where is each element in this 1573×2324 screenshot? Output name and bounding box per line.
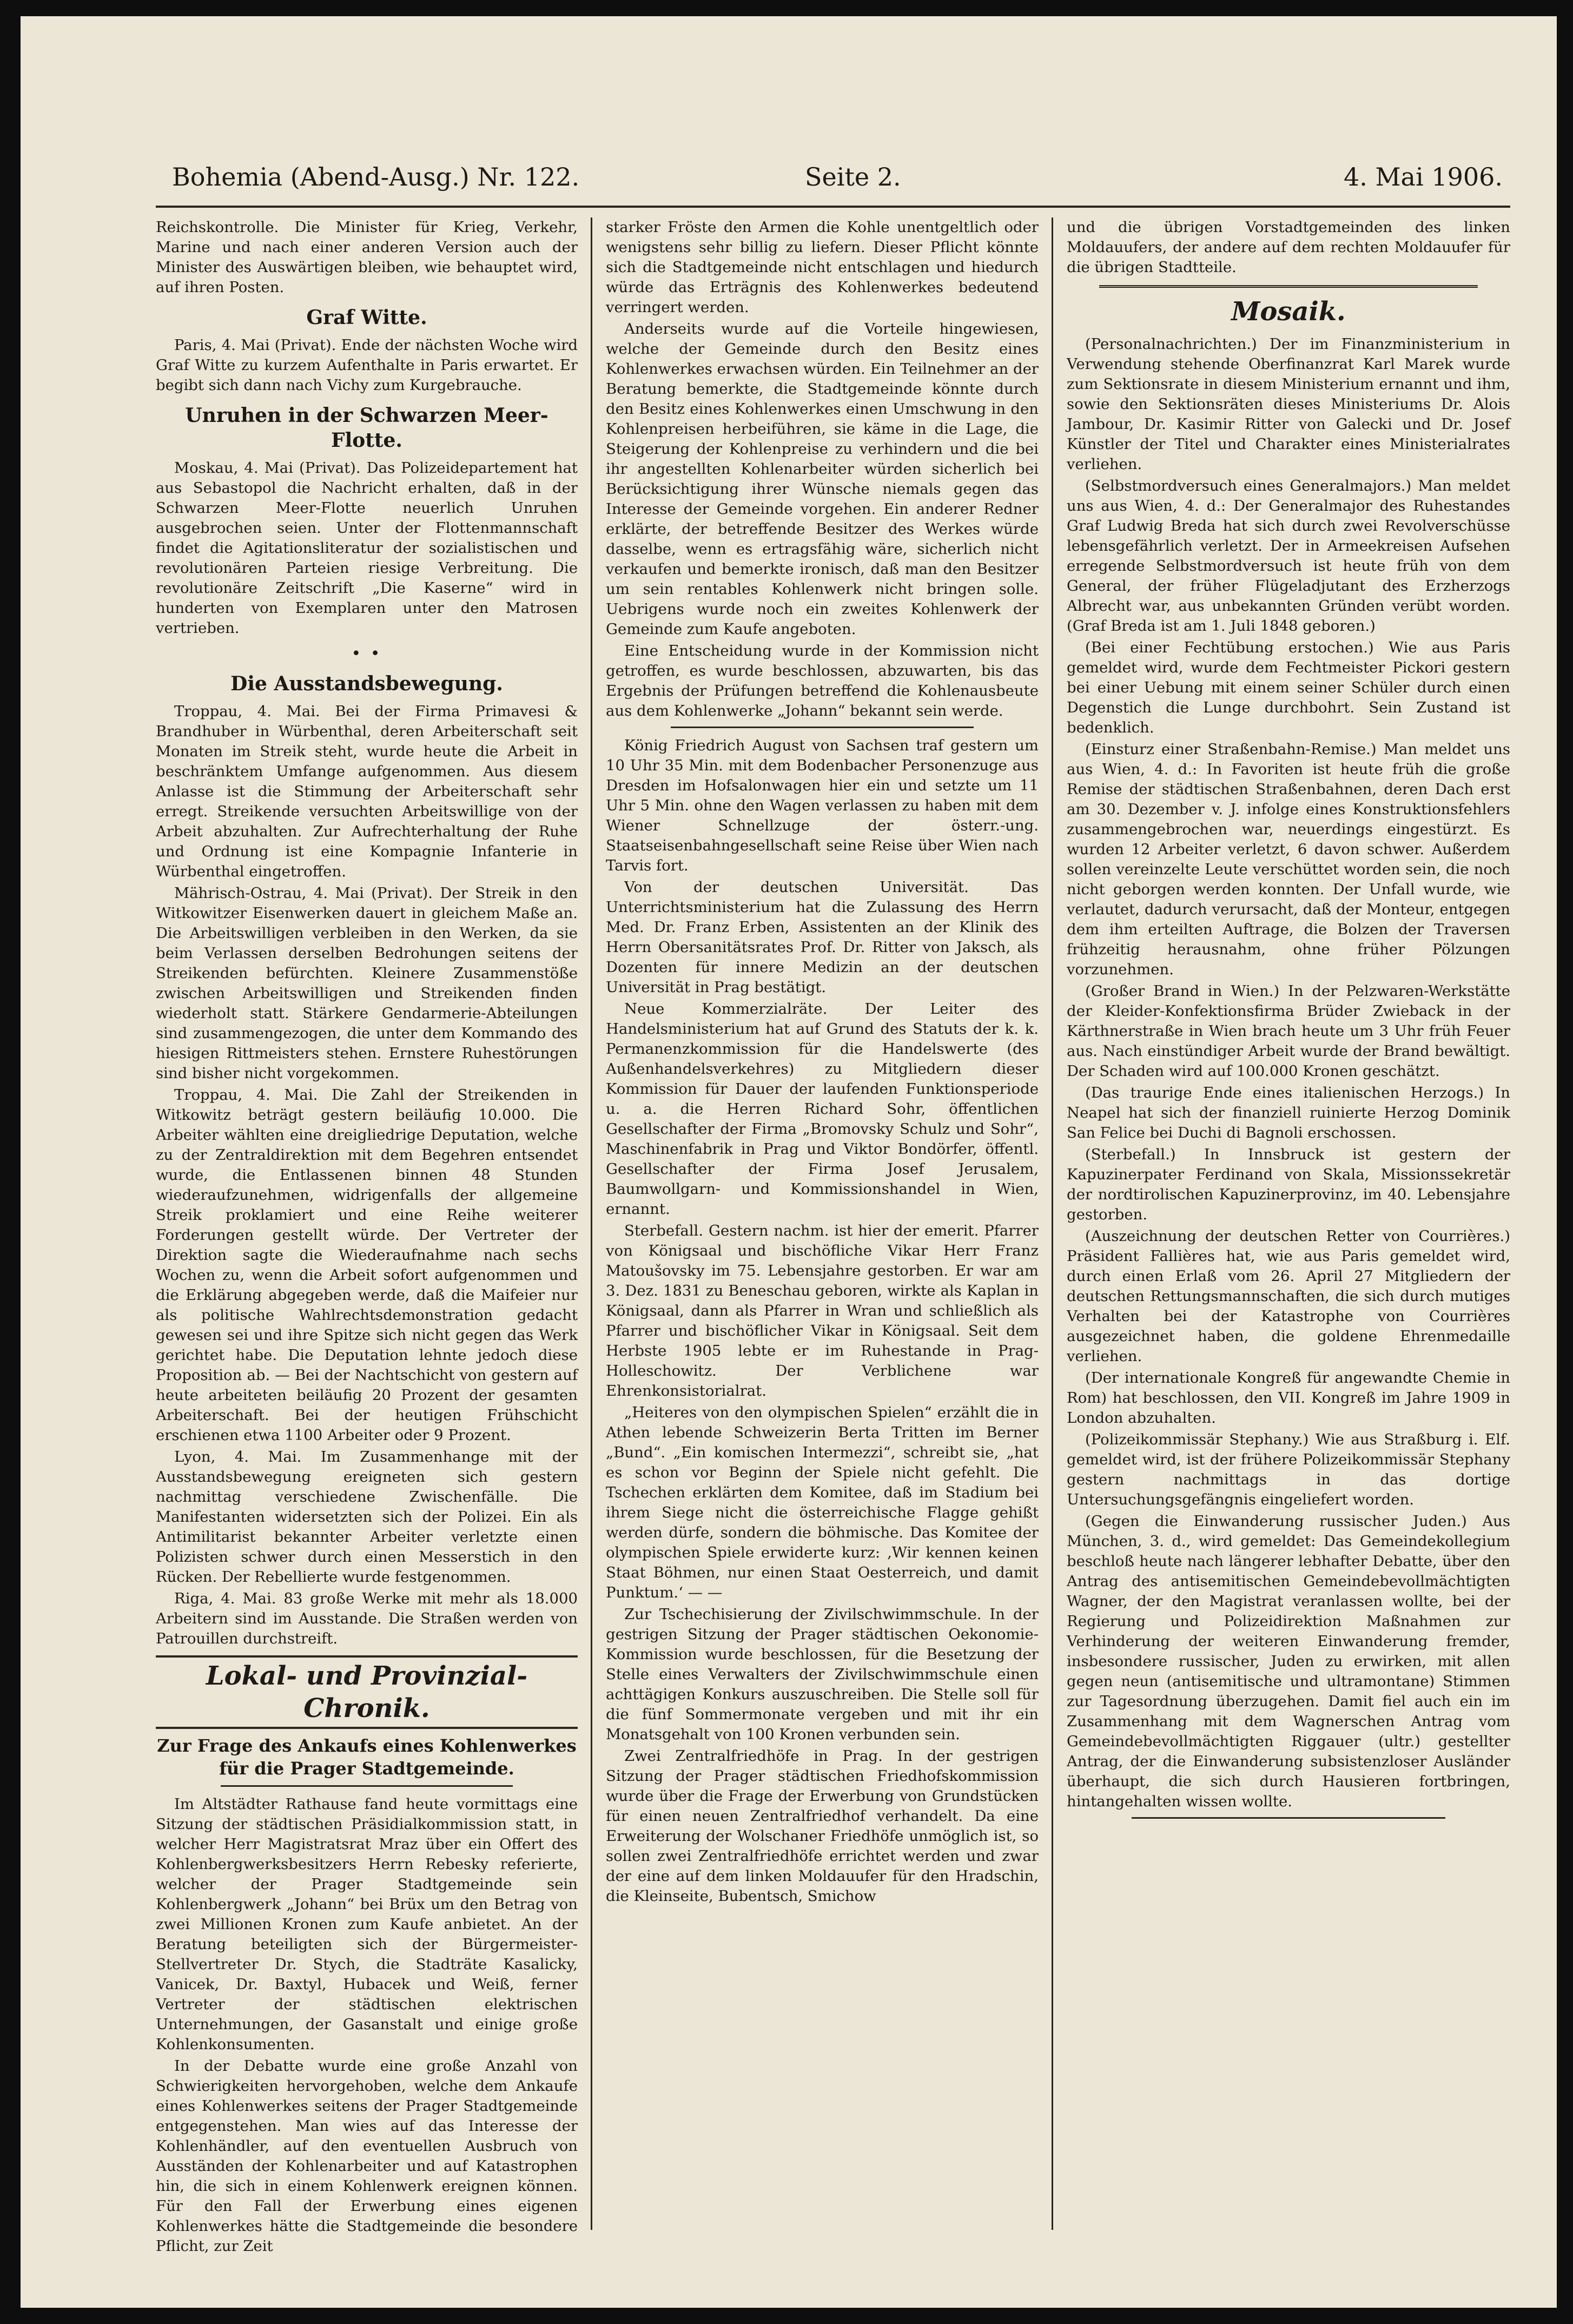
column-3: [1067, 217, 1510, 2230]
headline-witte: Graf Witte.: [306, 306, 427, 329]
article-universitaet: Von der deutschen Universität. Das Unterrichtsministerium hat die Zulassung des Herrn Med. Dr. Franz Erben, Assistenten an der Klinik des Herrn Obersanitätsrates Prof. Dr. Ritter von Jaksch, als Dozenten für innere Medizin an der deutschen Universität in Prag bestätigt.: [606, 879, 1039, 996]
mosaik-brand: (Großer Brand in Wien.) In der Pelzwaren-Werkstätte der Kleider-Konfektionsfirma Brüder Zwieback in der Kärthnerstraße in Wien brach heute um 3 Uhr früh Feuer aus. Nach einstündiger Arbeit wurde der Brand bewältigt. Der Schaden wird auf 100.000 Kronen geschätzt.: [1067, 982, 1510, 1080]
headline-ausstand: Die Ausstandsbewegung.: [230, 672, 503, 695]
article-flotte: Moskau, 4. Mai (Privat). Das Polizeidepartement hat aus Sebastopol die Nachricht erhalten, daß in der Schwarzen Meer-Flotte neuerlich Unruhen ausgebrochen seien. Unter der Flottenmannschaft findet die Agitationsliteratur der sozialistischen und revolutionären Parteien riesige Verbreitung. Die revolutionäre Zeitschrift „Die Kaserne“ wird in hunderten von Exemplaren unter den Matrosen vertrieben.: [156, 459, 578, 637]
column-divider-2: [1052, 217, 1053, 2230]
article-kohlenwerk-1: Im Altstädter Rathause fand heute vormittags eine Sitzung der städtischen Präsidialkommission statt, in welcher Herr Magistratsrat Mraz über ein Offert des Kohlenbergwerksbesitzers Herrn Rebesky referierte, welcher der Prager Stadtgemeinde sein Kohlenbergwerk „Johann“ bei Brüx um den Betrag von zwei Millionen Kronen zum Kaufe anbietet. An der Beratung beteiligten sich der Bürgermeister-Stellvertreter Dr. Stych, die Stadträte Kasalicky, Vanicek, Dr. Baxtyl, Hubacek und Weiß, ferner Vertreter der städtischen elektrischen Unternehmungen, der Gasanstalt und einige große Kohlenkonsumenten.: [156, 1795, 578, 2053]
mosaik-kongress: (Der internationale Kongreß für angewandte Chemie in Rom) hat beschlossen, den VII. Kongreß im Jahre 1909 in London abzuhalten.: [1067, 1369, 1510, 1427]
section-masthead: [156, 1655, 578, 1729]
newspaper-page: [21, 16, 1557, 2308]
article-riga: Riga, 4. Mai. 83 große Werke mit mehr als 18.000 Arbeitern sind im Ausstande. Die Straßen werden von Patrouillen durchstreift.: [156, 1590, 578, 1647]
section-rule: [1099, 285, 1478, 288]
article-schwimmschule: Zur Tschechisierung der Zivilschwimmschule. In der gestrigen Sitzung der Prager städtischen Oekonomie-Kommission wurde beschlossen, für die Besetzung der Stelle eines Verwalters der Zivilschwimmschule einen achttägigen Konkurs auszuschreiben. Die Stelle soll für die fünf Sommermonate vergeben und mit ihr ein Monatsgehalt von 100 Kronen verbunden sein.: [606, 1606, 1039, 1743]
column-1: [156, 217, 578, 2255]
article-troppau-2: Troppau, 4. Mai. Die Zahl der Streikenden in Witkowitz beträgt gestern beiläufig 10.000. Die Arbeiter wählten eine dreigliedrige Deputation, welche zu der Zentraldirektion mit dem Begehren entsendet wurde, die Entlassenen binnen 48 Stunden wiederaufzunehmen, widrigenfalls der allgemeine Streik proklamiert und eine Reihe weiterer Forderungen gestellt würde. Der Vertreter der Direktion sagte die Wiederaufnahme nach sechs Wochen zu, wenn die Arbeit sofort aufgenommen und die Erklärung abgegeben werde, daß die Maifeier nur als politische Wahlrechtsdemonstration gedacht gewesen sei und ihre Spitze sich nicht gegen das Werk gerichtet habe. Die Deputation lehnte jedoch diese Proposition ab. — Bei der Nachtschicht von gestern auf heute arbeiteten beiläufig 20 Prozent der gesamten Arbeiterschaft. Bei der heutigen Frühschicht erschienen etwa 1100 Arbeiter oder 9 Prozent.: [156, 1086, 578, 1444]
section-ornament: • •: [351, 644, 382, 663]
article-olympische-spiele: „Heiteres von den olympischen Spielen“ erzählt die in Athen lebende Schweizerin Berta Tritten im Berner „Bund“. „Ein komischen Intermezzi“, schreibt sie, „hat es schon vor Beginn der Spiele nicht gefehlt. Die Tschechen erklärten dem Komitee, daß im Stadium bei ihrem Siege nicht die österreichische Flagge gehißt werden dürfe, sondern die böhmische. Das Komitee der olympischen Spiele erwiderte kurz: ‚Wir kennen keinen Staat Böhmen, nur einen Staat Oesterreich, und damit Punktum.‘ — —: [606, 1404, 1039, 1601]
article-koenig: König Friedrich August von Sachsen traf gestern um 10 Uhr 35 Min. mit dem Bodenbacher Personenzuge aus Dresden im Hofsalonwagen hier ein und setzte um 11 Uhr 5 Min. ohne den Wagen verlassen zu haben mit dem Wiener Schnellzuge der österr.-ung. Staatseisenbahngesellschaft seine Reise über Wien nach Tarvis fort.: [606, 737, 1039, 874]
headline-kohlenwerk: Zur Frage des Ankaufs eines Kohlenwerkes für die Prager Stadtgemeinde.: [157, 1735, 577, 1779]
article-kohlenwerk-3: Anderseits wurde auf die Vorteile hingewiesen, welche der Gemeinde durch den Besitz eines Kohlenwerkes erwachsen würden. Ein Teilnehmer an der Beratung bemerkte, die Stadtgemeinde könnte durch den Besitz eines Kohlenwerkes einen Umschwung in den Kohlenpreisen herbeiführen, sie käme in die Lage, die Steigerung der Kohlenpreise zu verhindern und die bei ihr angestellten Kohlenarbeiter würden sicherlich bei Berücksichtigung ihrer Wünsche niemals gegen das Interesse der Gemeinde vorgehen. Ein anderer Redner erklärte, der betreffende Besitzer des Werkes würde dasselbe, wenn es ertragsfähig wäre, sicherlich nicht verkaufen und bemerkte ironisch, daß man den Besitzer um sein rentables Kohlenwerk nicht bringen solle. Uebrigens wurde noch ein zweites Kohlenwerk der Gemeinde zum Kaufe angeboten.: [606, 320, 1039, 638]
end-rule: [1132, 1817, 1445, 1819]
article-friedhoefe: Zwei Zentralfriedhöfe in Prag. In der gestrigen Sitzung der Prager städtischen Friedhofskommission wurde über die Frage der Erwerbung von Grundstücken für einen neuen Zentralfriedhof verhandelt. Da eine Erweiterung der Wolschaner Friedhöfe unmöglich ist, so sollen zwei Zentralfriedhöfe errichtet werden und zwar der eine auf dem linken Moldauufer für den Hradschin, die Kleinseite, Bubentsch, Smichow: [606, 1747, 1039, 1905]
article-continuation: Reichskontrolle. Die Minister für Krieg, Verkehr, Marine und nach einer anderen Version auch der Minister des Auswärtigen bleiben, wie behauptet wird, auf ihren Posten.: [156, 219, 578, 296]
mosaik-einwanderung: (Gegen die Einwanderung russischer Juden.) Aus München, 3. d., wird gemeldet: Das Gemeindekollegium beschloß heute nach längerer lebhafter Debatte, über den Antrag des antisemitischen Gemeindebevollmächtigten Wagner, der den Magistrat veranlassen wollte, bei der Regierung und Polizeidirektion Maßnahmen zur Verhinderung der weiteren Einwanderung fremder, insbesondere russischer, Juden zu erwirken, mit allen gegen neun (antisemitische und ultramontane) Stimmen zur Tagesordnung überzugehen. Damit fiel auch ein im Zusammenhang mit dem Wagnerschen Antrag vom Gemeindebevollmächtigten Riggauer (ultr.) gestellter Antrag, der die Einwanderung subsistenzloser Ausländer überhaupt, die sich durch Hausieren fortbringen, hintangehalten wissen wollte.: [1067, 1513, 1510, 1810]
headline-rule: [221, 1785, 513, 1787]
column-2: [606, 217, 1039, 2230]
article-continuation: starker Fröste den Armen die Kohle unentgeltlich oder wenigstens sehr billig zu liefern. Dieser Pflicht könnte sich die Stadtgemeinde nicht entschlagen und hiedurch würde das Erträgnis des Kohlenwerkes bedeutend verringert werden.: [606, 219, 1039, 316]
mosaik-sterbefall: (Sterbefall.) In Innsbruck ist gestern der Kapuzinerpater Ferdinand von Skala, Missionssekretär der nordtirolischen Kapuzinerprovinz, im 40. Lebensjahre gestorben.: [1067, 1146, 1510, 1223]
header-date: 4. Mai 1906.: [1343, 162, 1503, 192]
header-rule: [156, 206, 1510, 208]
mosaik-fechtuebung: (Bei einer Fechtübung erstochen.) Wie aus Paris gemeldet wird, wurde dem Fechtmeister Pickori gestern bei einer Uebung mit einem seiner Schüler durch einen Degenstich die Lunge durchbohrt. Sein Zustand ist bedenklich.: [1067, 639, 1510, 736]
headline-flotte: Unruhen in der Schwarzen Meer-Flotte.: [185, 404, 548, 452]
mosaik-selbstmord: (Selbstmordversuch eines Generalmajors.) Man meldet uns aus Wien, 4. d.: Der Generalmajor des Ruhestandes Graf Ludwig Breda hat sich durch zwei Revolverschüsse lebensgefährlich verletzt. Der in Armeekreisen Aufsehen erregende Selbstmordversuch ist heute früh von dem General, der früher Flügeladjutant des Erzherzogs Albrecht war, aus unbekannten Gründen verübt worden. (Graf Breda ist am 1. Juli 1848 geboren.): [1067, 477, 1510, 635]
section-title-chronik: Lokal- und Provinzial-Chronik.: [206, 1661, 528, 1724]
article-witte: Paris, 4. Mai (Privat). Ende der nächsten Woche wird Graf Witte zu kurzem Aufenthalte in Paris erwartet. Er begibt sich dann nach Vichy zum Kurgebrauche.: [156, 336, 578, 394]
header-page-number: Seite 2.: [805, 162, 901, 192]
column-divider-1: [591, 217, 592, 2230]
article-kommerzialraete: Neue Kommerzialräte. Der Leiter des Handelsministerium hat auf Grund des Statuts der k. k. Permanenzkommission für die Handelswerte (des Außenhandelsverkehres) zu Mitgliedern dieser Kommission für Dauer der laufenden Funktionsperiode u. a. die Herren Richard Sohr, öffentlichen Gesellschafter der Firma „Bromovsky Schulz und Sohr“, Maschinenfabrik in Prag und Viktor Bondörfer, öffentl. Gesellschafter der Firma Josef Jerusalem, Baumwollgarn- und Kommissionshandel in Wien, ernannt.: [606, 1000, 1039, 1218]
header-title: Bohemia (Abend-Ausg.) Nr. 122.: [172, 162, 580, 192]
article-rule: [671, 727, 974, 728]
article-continuation: und die übrigen Vorstadtgemeinden des linken Moldauufers, der andere auf dem rechten Moldauufer für die übrigen Stadtteile.: [1067, 219, 1510, 276]
mosaik-herzog: (Das traurige Ende eines italienischen Herzogs.) In Neapel hat sich der finanziell ruinierte Herzog Dominik San Felice bei Duchi di Bagnoli erschossen.: [1067, 1084, 1510, 1141]
page-header: [172, 162, 1503, 197]
article-lyon: Lyon, 4. Mai. Im Zusammenhange mit der Ausstandsbewegung ereigneten sich gestern nachmittag verschiedene Zwischenfälle. Die Manifestanten widersetzten sich der Polizei. Ein als Antimilitarist bekannter Arbeiter verletzte einen Polizisten schwer durch einen Messerstich in den Rücken. Der Rebellierte wurde festgenommen.: [156, 1448, 578, 1586]
mosaik-courrieres: (Auszeichnung der deutschen Retter von Courrières.) Präsident Fallières hat, wie aus Paris gemeldet wird, durch einen Erlaß vom 26. April 27 Mitgliedern der deutschen Rettungsmannschaften, die sich durch mutiges Verhalten bei der Katastrophe von Courrières ausgezeichnet haben, die goldene Ehrenmedaille verliehen.: [1067, 1227, 1510, 1365]
article-ostrau: Mährisch-Ostrau, 4. Mai (Privat). Der Streik in den Witkowitzer Eisenwerken dauert in gleichem Maße an. Die Arbeitswilligen verbleiben in den Werken, da sie beim Verlassen derselben Bedrohungen seitens der Streikenden befürchten. Kleinere Zusammenstöße zwischen Arbeitswilligen und Streikenden finden wiederholt statt. Stärkere Gendarmerie-Abteilungen sind zusammengezogen, die unter dem Kommando des hiesigen Rittmeisters stehen. Ernstere Ruhestörungen sind bisher nicht vorgekommen.: [156, 884, 578, 1082]
mosaik-personal: (Personalnachrichten.) Der im Finanzministerium in Verwendung stehende Oberfinanzrat Karl Marek wurde zum Sektionsrate in diesem Ministerium ernannt und ihm, sowie den Sektionsräten dieses Ministeriums Dr. Alois Jambour, Dr. Kasimir Ritter von Galecki und Dr. Josef Künstler der Titel und Charakter eines Ministerialrates verliehen.: [1067, 335, 1510, 473]
mosaik-einsturz: (Einsturz einer Straßenbahn-Remise.) Man meldet uns aus Wien, 4. d.: In Favoriten ist heute früh die große Remise der städtischen Straßenbahnen, deren Dach erst am 30. Dezember v. J. infolge eines Konstruktionsfehlers zusammengebrochen war, neuerdings eingestürzt. Es wurden 12 Arbeiter verletzt, 6 davon schwer. Außerdem sollen vereinzelte Leute verschüttet worden sein, die noch nicht geborgen werden konnten. Der Unfall wurde, wie verlautet, dadurch verursacht, daß der Monteur, entgegen dem ihm erteilten Auftrage, die Bolzen der Traversen frühzeitig herausnahm, ohne früher Pölzungen vorzunehmen.: [1067, 741, 1510, 978]
section-title-mosaik: Mosaik.: [1231, 296, 1346, 327]
mosaik-stephany: (Polizeikommissär Stephany.) Wie aus Straßburg i. Elf. gemeldet wird, ist der frühere Polizeikommissär Stephany gestern nachmittags in das dortige Untersuchungsgefängnis eingeliefert worden.: [1067, 1431, 1510, 1508]
article-kohlenwerk-4: Eine Entscheidung wurde in der Kommission nicht getroffen, es wurde beschlossen, abzuwarten, bis das Ergebnis der Prüfungen betreffend die Kohlenausbeute aus dem Kohlenwerke „Johann“ bekannt sein werde.: [606, 642, 1039, 719]
article-sterbefall: Sterbefall. Gestern nachm. ist hier der emerit. Pfarrer von Königsaal und bischöfliche Vikar Herr Franz Matoušovsky im 75. Lebensjahre gestorben. Er war am 3. Dez. 1831 zu Beneschau geboren, wirkte als Kaplan in Königsaal, dann als Pfarrer in Wran und schließlich als Pfarrer und bischöflicher Vikar in Königsaal. Seit dem Herbste 1905 lebte er im Ruhestande in Prag-Holleschowitz. Der Verblichene war Ehrenkonsistorialrat.: [606, 1222, 1039, 1399]
article-troppau-1: Troppau, 4. Mai. Bei der Firma Primavesi & Brandhuber in Würbenthal, deren Arbeiterschaft seit Monaten im Streik steht, wurde heute die Arbeit in beschränktem Umfange aufgenommen. Aus diesem Anlasse ist die Stimmung der Arbeiterschaft sehr erregt. Streikende versuchten Arbeitswillige von der Arbeit abzuhalten. Zur Aufrechterhaltung der Ruhe und Ordnung ist eine Kompagnie Infanterie in Würbenthal eingetroffen.: [156, 703, 578, 880]
article-kohlenwerk-2: In der Debatte wurde eine große Anzahl von Schwierigkeiten hervorgehoben, welche dem Ankaufe eines Kohlenwerkes seitens der Prager Stadtgemeinde entgegenstehen. Man wies auf das Interesse der Kohlenhändler, auf den eventuellen Ausbruch von Ausständen der Kohlenarbeiter und auf Katastrophen hin, die sich in einem Kohlenwerk ereignen können. Für den Fall der Erwerbung eines eigenen Kohlenwerkes hätte die Stadtgemeinde die besondere Pflicht, zur Zeit: [156, 2057, 578, 2255]
